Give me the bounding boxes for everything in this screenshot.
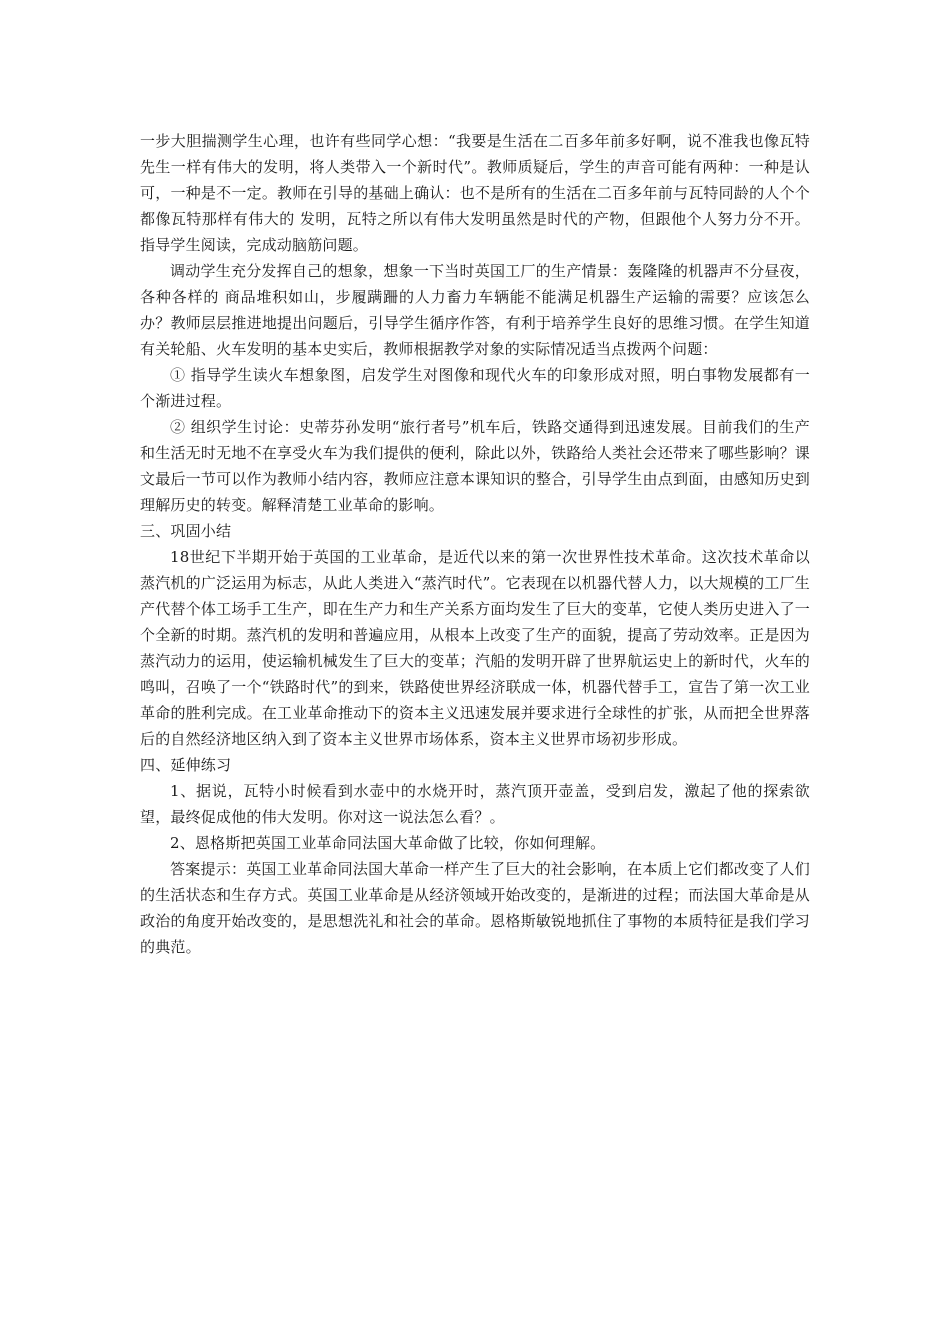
- paragraph-exercise-1: 1、据说，瓦特小时候看到水壶中的水烧开时，蒸汽顶开壶盖，受到启发，激起了他的探索欲望，最终促成他的伟大发明。你对这一说法怎么看？。: [140, 782, 810, 826]
- paragraph-answer-hint: 答案提示：英国工业革命同法国大革命一样产生了巨大的社会影响，在本质上它们都改变了人们的生活状态和生存方式。英国工业革命是从经济领域开始改变的，是渐进的过程；而法国大革命是从政治的角度开始改变的，是思想洗礼和社会的革命。恩格斯敏锐地抓住了事物的本质特征是我们学习的典范。: [140, 860, 810, 956]
- paragraph-summary: 18世纪下半期开始于英国的工业革命，是近代以来的第一次世界性技术革命。这次技术革命以蒸汽机的广泛运用为标志，从此人类进入“蒸汽时代”。它表现在以机器代替人力，以大规模的工厂生产代替个体工场手工生产，即在生产力和生产关系方面均发生了巨大的变革，它使人类历史进入了一个全新的时期。蒸汽机的发明和普遍应用，从根本上改变了生产的面貌，提高了劳动效率。正是因为蒸汽动力的运用，使运输机械发生了巨大的变革；汽船的发明开辟了世界航运史上的新时代，火车的鸣叫，召唤了一个“铁路时代”的到来，铁路使世界经济联成一体，机器代替手工，宣告了第一次工业革命的胜利完成。在工业革命推动下的资本主义迅速发展并要求进行全球性的扩张，从而把全世界落后的自然经济地区纳入到了资本主义世界市场体系，资本主义世界市场初步形成。: [140, 548, 810, 748]
- paragraph-exercise-2: 2、恩格斯把英国工业革命同法国大革命做了比较，你如何理解。: [170, 834, 606, 852]
- paragraph-point-2: ② 组织学生讨论：史蒂芬孙发明“旅行者号”机车后，铁路交通得到迅速发展。目前我们的生产和生活无时无地不在享受火车为我们提供的便利，除此以外，铁路给人类社会还带来了哪些影响？课文最后一节可以作为教师小结内容，教师应注意本课知识的整合，引导学生由点到面，由感知历史到理解历史的转变。解释清楚工业革命的影响。: [140, 418, 810, 514]
- paragraph-imagination: 调动学生充分发挥自己的想象，想象一下当时英国工厂的生产情景：轰隆隆的机器声不分昼夜，各种各样的 商品堆积如山，步履蹒跚的人力畜力车辆能不能满足机器生产运输的需要？应该怎么办？教师层层推进地提出问题后，引导学生循序作答，有利于培养学生良好的思维习惯。在学生知道有关轮船、火车发明的基本史实后，教师根据教学对象的实际情况适当点拨两个问题：: [140, 262, 810, 358]
- section-heading-summary: 三、巩固小结: [140, 522, 232, 540]
- paragraph-point-1: ① 指导学生读火车想象图，启发学生对图像和现代火车的印象形成对照，明白事物发展都有一个渐进过程。: [140, 366, 810, 410]
- paragraph-continuation: 一步大胆揣测学生心理，也许有些同学心想：“我要是生活在二百多年前多好啊，说不准我也像瓦特先生一样有伟大的发明，将人类带入一个新时代”。教师质疑后，学生的声音可能有两种：一种是认可，一种是不一定。教师在引导的基础上确认：也不是所有的生活在二百多年前与瓦特同龄的人个个都像瓦特那样有伟大的 发明，瓦特之所以有伟大发明虽然是时代的产物，但跟他个人努力分不开。指导学生阅读，完成动脑筋问题。: [140, 132, 810, 254]
- document-page: [140, 128, 810, 960]
- section-heading-exercises: 四、延伸练习: [140, 756, 232, 774]
